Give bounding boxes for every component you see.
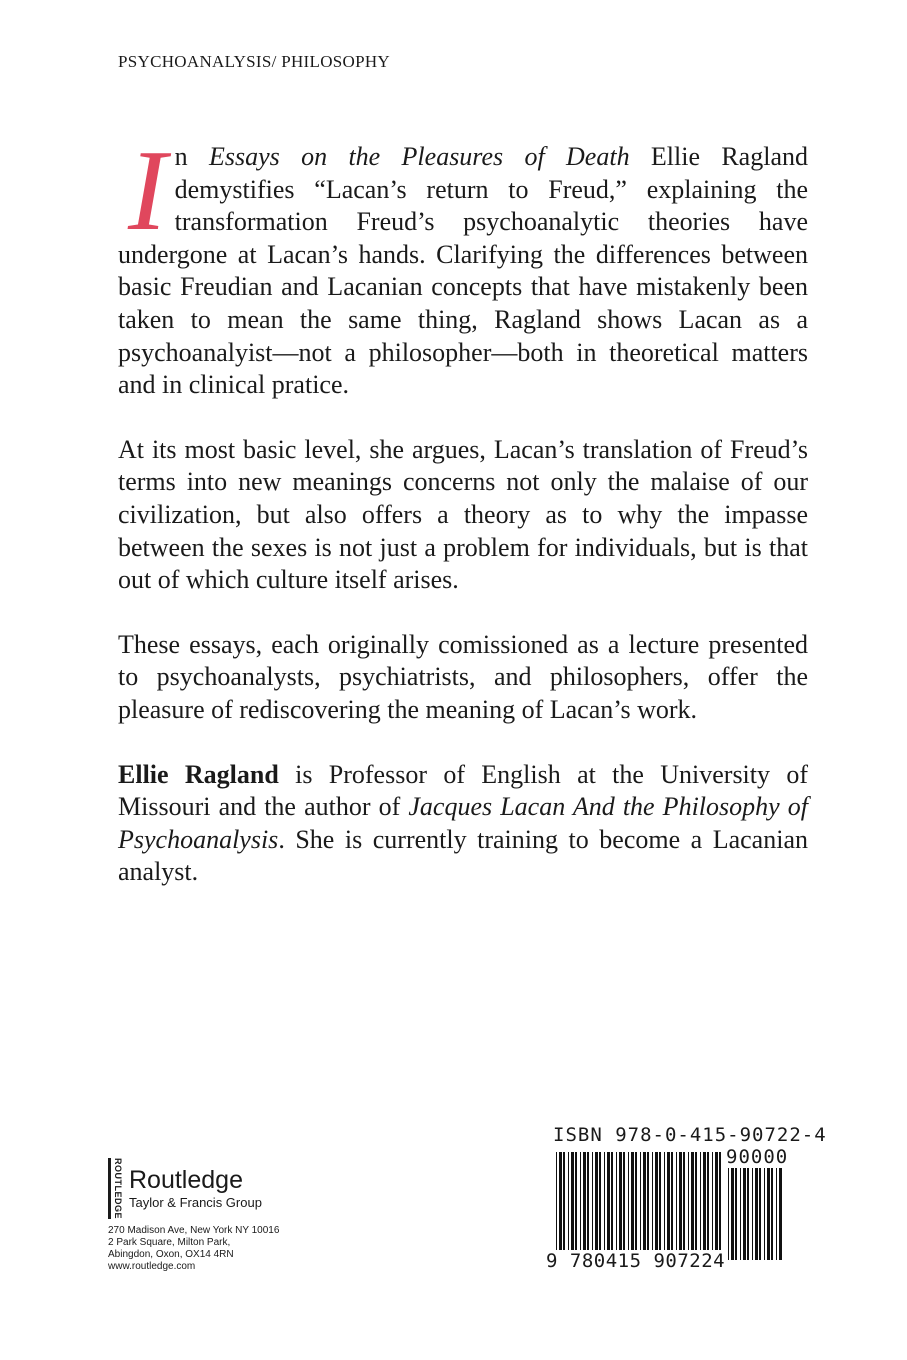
price-code: 90000	[726, 1146, 789, 1168]
barcode-bar	[652, 1152, 653, 1260]
barcode-bar	[712, 1152, 713, 1260]
bio-text-a: is Professor of English at the University of Missouri and the author of	[118, 759, 808, 822]
barcode-bar	[655, 1152, 658, 1260]
intro-text: Ellie Ragland demystifies “Lacan’s return to Freud,” explaining the transformation Freud’s psychoanalytic theories have undergone at Lacan’s hands. Clarifying the differences between basic Freudian and Lacanian concepts that have mistakenly been taken to mean the same thing, Ragland shows Lacan as a psychoanalyist—not a philosopher—both in theoretical matters and in clinical pratice.	[118, 142, 808, 400]
barcode-bar	[691, 1152, 694, 1260]
barcode-bar	[580, 1152, 581, 1260]
address-line: 2 Park Square, Milton Park,	[108, 1237, 231, 1248]
drop-cap: I	[128, 127, 167, 255]
barcode-bar	[575, 1152, 577, 1260]
barcode-bar	[719, 1152, 721, 1260]
barcode-bar	[688, 1152, 689, 1260]
barcode-bar	[700, 1152, 701, 1260]
barcode-bar	[755, 1168, 758, 1260]
barcode-bar	[703, 1152, 706, 1260]
address-line: 270 Madison Ave, New York NY 10016	[108, 1225, 280, 1236]
barcode-bar	[623, 1152, 625, 1260]
barcode-bar	[643, 1152, 646, 1260]
back-cover-blurb	[118, 127, 809, 921]
paragraph-essays: These essays, each originally comissioned as a lecture presented to psychoanalysts, psychiatrists, and philosophers, offer the pleasure of rediscovering the meaning of Lacan’s work.	[118, 629, 808, 724]
barcode-bar	[764, 1168, 765, 1260]
barcode-bar	[647, 1152, 649, 1260]
barcode-bar	[779, 1168, 782, 1260]
barcode-bar	[604, 1152, 605, 1260]
publisher-logo	[108, 1158, 262, 1219]
barcode-bar	[671, 1152, 673, 1260]
barcode-bar	[707, 1152, 709, 1260]
publisher-website: www.routledge.com	[108, 1261, 196, 1272]
barcode-bar	[616, 1152, 617, 1260]
barcode-bar	[599, 1152, 601, 1260]
barcode-bar	[659, 1152, 661, 1260]
publisher-name: Routledge	[129, 1166, 243, 1194]
barcode-bar	[628, 1152, 629, 1260]
barcode-bar	[611, 1152, 613, 1260]
barcode-bar	[607, 1152, 610, 1260]
ean-digits: 9 780415 907224	[546, 1250, 726, 1272]
barcode-bar	[595, 1152, 598, 1260]
barcode-bar	[667, 1152, 670, 1260]
paragraph-argument: At its most basic level, she argues, Lacan’s translation of Freud’s terms into new meanings concerns not only the malaise of our civilization, but also offers a theory as to why the impasse between the sexes is not just a problem for individuals, but is that out of which culture itself arises.	[118, 434, 808, 595]
address-line: Abingdon, Oxon, OX14 4RN	[108, 1249, 234, 1260]
ean-barcode	[556, 1152, 721, 1260]
barcode-bar	[743, 1168, 746, 1260]
barcode-bar	[747, 1168, 749, 1260]
barcode-bar	[776, 1168, 777, 1260]
barcode-bar	[563, 1152, 565, 1260]
other-book-title: Jacques Lacan And the Philosophy of Psychoanalysis	[118, 792, 809, 854]
isbn-label: ISBN 978-0-415-90722-4	[553, 1124, 827, 1146]
barcode-bar	[676, 1152, 677, 1260]
barcode-bar	[635, 1152, 637, 1260]
publisher-group: Taylor & Francis Group	[129, 1195, 262, 1210]
barcode-bar	[583, 1152, 586, 1260]
barcode-bar	[568, 1152, 569, 1260]
paragraph-intro	[118, 127, 808, 402]
author-bio	[118, 759, 808, 889]
barcode-bar	[752, 1168, 753, 1260]
bio-text-b: . She is currently training to become a Lacanian analyst.	[118, 824, 808, 887]
barcode-bar	[771, 1168, 773, 1260]
book-title: Essays on the Pleasures of Death	[208, 142, 630, 171]
barcode-bar	[735, 1168, 737, 1260]
barcode-bar	[683, 1152, 685, 1260]
routledge-vertical-logo: ROUTLEDGE	[108, 1158, 123, 1219]
publisher-address	[108, 1225, 279, 1273]
addon-barcode	[728, 1168, 783, 1260]
barcode-bar	[715, 1152, 718, 1260]
barcode-bar	[619, 1152, 622, 1260]
category-label: PSYCHOANALYSIS/ PHILOSOPHY	[118, 52, 391, 71]
barcode-bar	[587, 1152, 589, 1260]
barcode-bar	[556, 1152, 557, 1260]
author-name: Ellie Ragland	[118, 759, 279, 789]
barcode-bar	[740, 1168, 741, 1260]
barcode-bar	[664, 1152, 665, 1260]
barcode-bar	[592, 1152, 593, 1260]
barcode-bar	[559, 1152, 562, 1260]
barcode-bar	[695, 1152, 697, 1260]
barcode-bar	[571, 1152, 574, 1260]
intro-lead: n	[174, 142, 209, 171]
barcode-bar	[731, 1168, 734, 1260]
barcode-bar	[728, 1168, 729, 1260]
barcode-bar	[679, 1152, 682, 1260]
barcode-bar	[631, 1152, 634, 1260]
barcode-bar	[640, 1152, 641, 1260]
barcode-bar	[767, 1168, 770, 1260]
barcode-bar	[759, 1168, 761, 1260]
